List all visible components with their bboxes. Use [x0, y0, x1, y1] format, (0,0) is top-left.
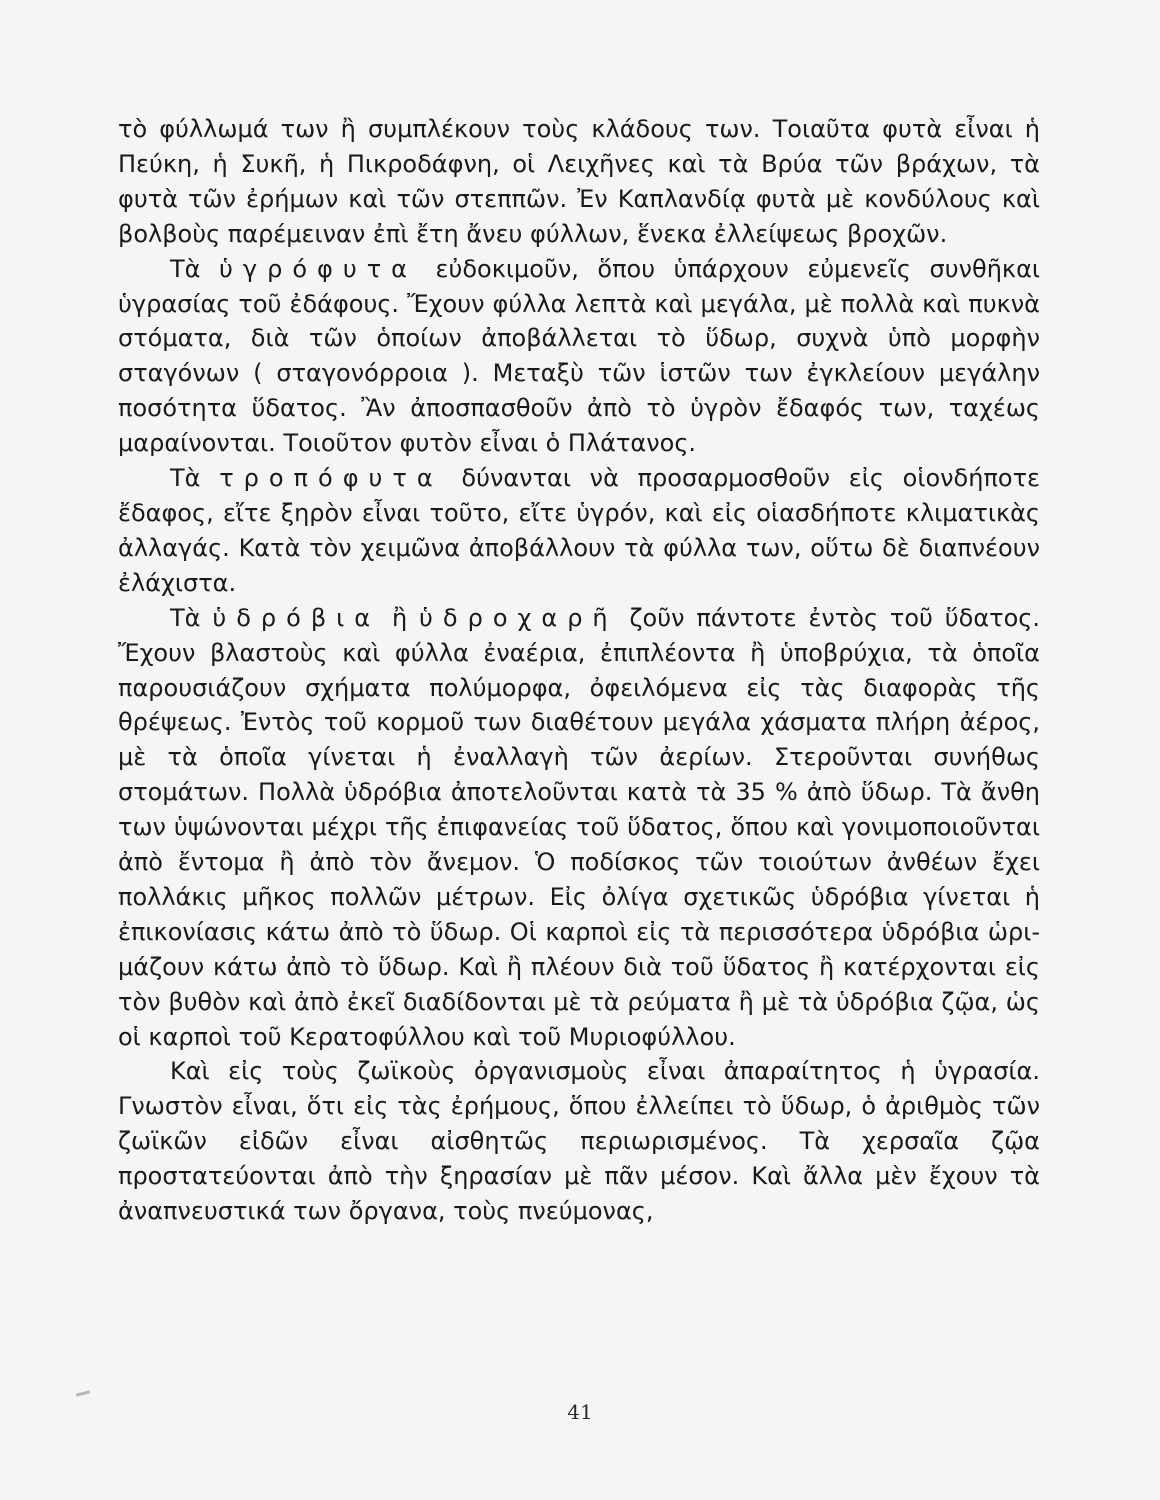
page-body — [118, 112, 1040, 1229]
paragraph-3-tropophytes — [118, 461, 1040, 601]
term-hygrophyta: ὑγρόφυτα — [219, 254, 417, 283]
term-tropophyta: τροπόφυτα — [219, 464, 443, 493]
paragraph-4-conjunction: ἢ — [380, 603, 420, 632]
paragraph-3-lead: Τὰ — [170, 464, 220, 493]
term-hydrochare: ὑδροχαρῆ — [419, 603, 618, 632]
paragraph-4-lead: Τὰ — [170, 603, 213, 632]
paragraph-4-hydrophytes — [118, 601, 1040, 1055]
paragraph-5-animals — [118, 1054, 1040, 1229]
paragraph-3-body: δύνανται νὰ προσαρμοσθοῦν εἰς οἱονδήποτε ἔδαφος, εἴτε ξηρὸν εἶναι τοῦτο, εἴτε ὑγρόν, καὶ εἰς οἱασδήποτε κλιματικὰς ἀλλαγάς. Κατὰ τὸν χειμῶνα ἀποβάλλουν τὰ φύλλα των, οὕτω δὲ διαπνέουν ἐλάχιστα. — [118, 464, 1040, 597]
paragraph-5-text: Καὶ εἰς τοὺς ζωϊκοὺς ὀργανισμοὺς εἶναι ἀπαραίτητος ἡ ὑγρασία. Γνωστὸν εἶναι, ὅτι εἰς τὰς ἐρήμους, ὅπου ἐλλείπει τὸ ὕδωρ, ὁ ἀριθμὸς τῶν ζωϊκῶν εἰδῶν εἶναι αἰσθητῶς περιωρισμένος. Τὰ χερσαῖα ζῷα προστατεύονται ἀπὸ τὴν ξηρασίαν μὲ πᾶν μέσον. Καὶ ἄλλα μὲν ἔχουν τὰ ἀναπνευστικά των ὄργανα, τοὺς πνεύμονας, — [118, 1057, 1040, 1226]
paragraph-2-body: εὐδοκιμοῦν, ὅπου ὑπάρχουν εὐμενεῖς συνθῆκαι ὑγρασίας τοῦ ἐδάφους. Ἔχουν φύλλα λεπτὰ καὶ μεγάλα, μὲ πολλὰ καὶ πυκνὰ στόματα, διὰ τῶν ὁποίων ἀποβάλλεται τὸ ὕδωρ, συχνὰ ὑπὸ μορφὴν σταγόνων ( σταγονόρροια ). Μεταξὺ τῶν ἱστῶν των ἐγκλείουν μεγάλην ποσότητα ὕδατος. Ἂν ἀποσπασθοῦν ἀπὸ τὸ ὑγρὸν ἔδαφός των, ταχέως μαραίνονται. Τοιοῦτον φυτὸν εἶναι ὁ Πλάτανος. — [118, 254, 1041, 458]
paragraph-4-body: ζοῦν πάντοτε ἐντὸς τοῦ ὕδατος. Ἔχουν βλαστοὺς καὶ φύλλα ἐναέρια, ἐπιπλέοντα ἢ ὑποβρύχια, τὰ ὁποῖα παρουσιάζουν σχήματα πολύμορφα, ὀφειλόμενα εἰς τὰς διαφορὰς τῆς θρέψεως. Ἐντὸς τοῦ κορμοῦ των διαθέτουν μεγάλα χάσματα πλήρη ἀέρος, μὲ τὰ ὁποῖα γίνεται ἡ ἐναλλαγὴ τῶν ἀερίων. Στεροῦνται συνήθως στομάτων. Πολλὰ ὑδρόβια ἀποτελοῦνται κατὰ τὰ 35 % ἀπὸ ὕδωρ. Τὰ ἄνθη των ὑψώνονται μέχρι τῆς ἐπιφανείας τοῦ ὕδατος, ὅπου καὶ γονιμοποιοῦνται ἀπὸ ἔντομα ἢ ἀπὸ τὸν ἄνεμον. Ὁ ποδίσκος τῶν τοιούτων ἀνθέων ἔχει πολλάκις μῆκος πολλῶν μέτρων. Εἰς ὀλίγα σχετικῶς ὑδρόβια γίνεται ἡ ἐπικονίασις κάτω ἀπὸ τὸ ὕδωρ. Οἱ καρποὶ εἰς τὰ περισσότερα ὑδρόβια ὡριμάζουν κάτω ἀπὸ τὸ ὕδωρ. Καὶ ἢ πλέουν διὰ τοῦ ὕδατος ἢ κατέρχονται εἰς τὸν βυθὸν καὶ ἀπὸ ἐκεῖ διαδίδονται μὲ τὰ ρεύματα ἢ μὲ τὰ ὑδρόβια ζῷα, ὡς οἱ καρποὶ τοῦ Κερατοφύλλου καὶ τοῦ Μυριοφύλλου. — [118, 603, 1041, 1051]
paragraph-1-text: τὸ φύλλωμά των ἢ συμπλέκουν τοὺς κλάδους των. Τοιαῦτα φυτὰ εἶναι ἡ Πεύκη, ἡ Συκῆ, ἡ Πικροδάφνη, οἱ Λειχῆνες καὶ τὰ Βρύα τῶν βράχων, τὰ φυτὰ τῶν ἐρήμων καὶ τῶν στεππῶν. Ἐν Καπλανδίᾳ φυτὰ μὲ κονδύλους καὶ βολβοὺς παρέμειναν ἐπὶ ἔτη ἄνευ φύλλων, ἕνεκα ἐλλείψεως βροχῶν. — [118, 115, 1040, 248]
scan-speck — [76, 1390, 90, 1396]
page-number: 41 — [567, 1400, 593, 1424]
paragraph-2-lead: Τὰ — [170, 254, 219, 283]
paragraph-2-hygrophytes — [118, 252, 1040, 461]
term-hydrobia: ὑδρόβια — [212, 603, 381, 632]
paragraph-1 — [118, 112, 1040, 252]
